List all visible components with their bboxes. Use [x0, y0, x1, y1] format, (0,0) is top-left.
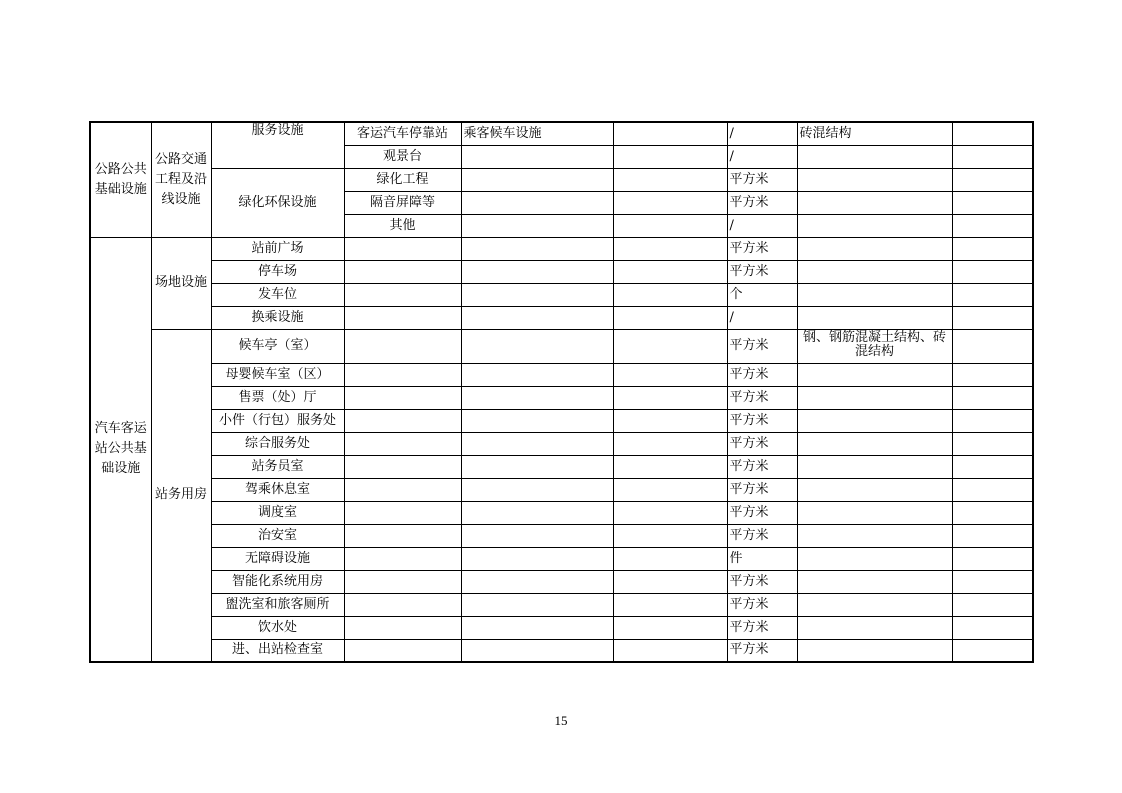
subgroup-cell-station-rooms: 站务用房 [151, 329, 211, 662]
row-desc [461, 145, 613, 168]
facility-table [89, 121, 1034, 663]
blank-cell [952, 432, 1033, 455]
blank-cell [461, 524, 613, 547]
row-unit: 平方米 [727, 409, 797, 432]
blank-cell [344, 363, 461, 386]
row-structure [797, 260, 952, 283]
blank-cell [613, 409, 727, 432]
blank-cell [461, 432, 613, 455]
row-structure [797, 191, 952, 214]
blank-cell [952, 122, 1033, 145]
blank-cell [613, 363, 727, 386]
blank-cell [344, 501, 461, 524]
row-desc [461, 191, 613, 214]
row-structure [797, 432, 952, 455]
blank-cell [613, 306, 727, 329]
blank-cell [613, 524, 727, 547]
row-name: 售票（处）厅 [211, 386, 344, 409]
blank-cell [461, 237, 613, 260]
row-structure [797, 455, 952, 478]
blank-cell [344, 306, 461, 329]
row-structure [797, 363, 952, 386]
row-structure [797, 616, 952, 639]
row-name: 治安室 [211, 524, 344, 547]
blank-cell [344, 283, 461, 306]
row-name: 绿化工程 [344, 168, 461, 191]
row-unit: 平方米 [727, 329, 797, 363]
row-name: 进、出站检查室 [211, 639, 344, 662]
row-unit: 平方米 [727, 168, 797, 191]
row-unit: 平方米 [727, 237, 797, 260]
blank-cell [613, 639, 727, 662]
blank-cell [613, 283, 727, 306]
blank-cell [952, 214, 1033, 237]
blank-cell [952, 524, 1033, 547]
row-name: 站务员室 [211, 455, 344, 478]
blank-cell [613, 547, 727, 570]
row-unit: 件 [727, 547, 797, 570]
blank-cell [613, 501, 727, 524]
row-structure [797, 639, 952, 662]
blank-cell [344, 616, 461, 639]
row-name: 调度室 [211, 501, 344, 524]
row-unit: 平方米 [727, 593, 797, 616]
row-name: 站前广场 [211, 237, 344, 260]
blank-cell [613, 386, 727, 409]
blank-cell [461, 409, 613, 432]
blank-cell [344, 386, 461, 409]
row-unit: 平方米 [727, 260, 797, 283]
row-structure [797, 501, 952, 524]
blank-cell [344, 570, 461, 593]
row-desc [461, 168, 613, 191]
row-unit: 平方米 [727, 524, 797, 547]
row-unit: / [727, 145, 797, 168]
row-unit: 平方米 [727, 432, 797, 455]
blank-cell [613, 191, 727, 214]
blank-cell [952, 145, 1033, 168]
row-unit: 个 [727, 283, 797, 306]
row-structure [797, 386, 952, 409]
row-structure [797, 283, 952, 306]
group-cell-highway: 公路公共基础设施 [90, 122, 151, 237]
blank-cell [461, 363, 613, 386]
blank-cell [952, 363, 1033, 386]
blank-cell [952, 168, 1033, 191]
row-unit: 平方米 [727, 191, 797, 214]
row-structure [797, 547, 952, 570]
blank-cell [952, 593, 1033, 616]
blank-cell [461, 639, 613, 662]
blank-cell [952, 386, 1033, 409]
group-cell-bus-station: 汽车客运站公共基础设施 [90, 237, 151, 662]
row-name: 智能化系统用房 [211, 570, 344, 593]
row-unit: 平方米 [727, 570, 797, 593]
row-unit: 平方米 [727, 363, 797, 386]
row-name: 观景台 [344, 145, 461, 168]
blank-cell [344, 593, 461, 616]
row-name: 母婴候车室（区） [211, 363, 344, 386]
blank-cell [952, 306, 1033, 329]
row-name: 客运汽车停靠站 [344, 122, 461, 145]
blank-cell [461, 547, 613, 570]
row-structure [797, 478, 952, 501]
row-desc [461, 214, 613, 237]
row-name: 小件（行包）服务处 [211, 409, 344, 432]
row-desc: 乘客候车设施 [461, 122, 613, 145]
row-name: 饮水处 [211, 616, 344, 639]
row-name: 驾乘休息室 [211, 478, 344, 501]
page-number: 15 [554, 713, 568, 728]
row-structure [797, 593, 952, 616]
blank-cell [952, 329, 1033, 363]
row-name: 发车位 [211, 283, 344, 306]
row-unit: / [727, 306, 797, 329]
blank-cell [461, 478, 613, 501]
blank-cell [344, 547, 461, 570]
row-structure: 砖混结构 [797, 122, 952, 145]
row-unit: 平方米 [727, 455, 797, 478]
subgroup-cell-site: 场地设施 [151, 237, 211, 329]
blank-cell [952, 616, 1033, 639]
blank-cell [344, 260, 461, 283]
blank-cell [613, 478, 727, 501]
row-unit: 平方米 [727, 501, 797, 524]
row-structure [797, 214, 952, 237]
row-structure [797, 570, 952, 593]
blank-cell [952, 455, 1033, 478]
blank-cell [952, 501, 1033, 524]
blank-cell [952, 639, 1033, 662]
blank-cell [613, 168, 727, 191]
blank-cell [344, 455, 461, 478]
blank-cell [461, 570, 613, 593]
subgroup-cell-traffic-engineering: 公路交通工程及沿线设施 [151, 122, 211, 237]
row-unit: / [727, 122, 797, 145]
row-name: 综合服务处 [211, 432, 344, 455]
blank-cell [613, 260, 727, 283]
row-structure [797, 524, 952, 547]
blank-cell [952, 191, 1033, 214]
blank-cell [461, 593, 613, 616]
blank-cell [613, 593, 727, 616]
blank-cell [461, 501, 613, 524]
item-cell-service: 服务设施 [211, 122, 344, 168]
row-structure: 钢、钢筋混凝土结构、砖混结构 [797, 329, 952, 363]
blank-cell [344, 478, 461, 501]
row-unit: 平方米 [727, 639, 797, 662]
blank-cell [952, 478, 1033, 501]
row-name: 停车场 [211, 260, 344, 283]
blank-cell [952, 570, 1033, 593]
row-name: 无障碍设施 [211, 547, 344, 570]
blank-cell [461, 306, 613, 329]
blank-cell [613, 329, 727, 363]
blank-cell [344, 524, 461, 547]
blank-cell [952, 260, 1033, 283]
row-name: 隔音屏障等 [344, 191, 461, 214]
blank-cell [613, 455, 727, 478]
blank-cell [952, 237, 1033, 260]
item-cell-greening: 绿化环保设施 [211, 168, 344, 237]
blank-cell [952, 283, 1033, 306]
blank-cell [613, 616, 727, 639]
row-name: 换乘设施 [211, 306, 344, 329]
blank-cell [613, 432, 727, 455]
row-name: 候车亭（室） [211, 329, 344, 363]
blank-cell [344, 237, 461, 260]
blank-cell [461, 386, 613, 409]
blank-cell [344, 432, 461, 455]
row-structure [797, 145, 952, 168]
blank-cell [952, 547, 1033, 570]
row-structure [797, 237, 952, 260]
blank-cell [952, 409, 1033, 432]
blank-cell [613, 214, 727, 237]
row-structure [797, 168, 952, 191]
row-unit: 平方米 [727, 478, 797, 501]
row-name: 其他 [344, 214, 461, 237]
blank-cell [461, 455, 613, 478]
row-unit: 平方米 [727, 386, 797, 409]
row-name: 盥洗室和旅客厕所 [211, 593, 344, 616]
blank-cell [613, 145, 727, 168]
row-unit: / [727, 214, 797, 237]
row-structure [797, 306, 952, 329]
blank-cell [344, 409, 461, 432]
blank-cell [461, 283, 613, 306]
blank-cell [613, 570, 727, 593]
blank-cell [613, 122, 727, 145]
blank-cell [461, 260, 613, 283]
row-structure [797, 409, 952, 432]
blank-cell [613, 237, 727, 260]
row-unit: 平方米 [727, 616, 797, 639]
blank-cell [344, 329, 461, 363]
blank-cell [461, 616, 613, 639]
blank-cell [461, 329, 613, 363]
blank-cell [344, 639, 461, 662]
